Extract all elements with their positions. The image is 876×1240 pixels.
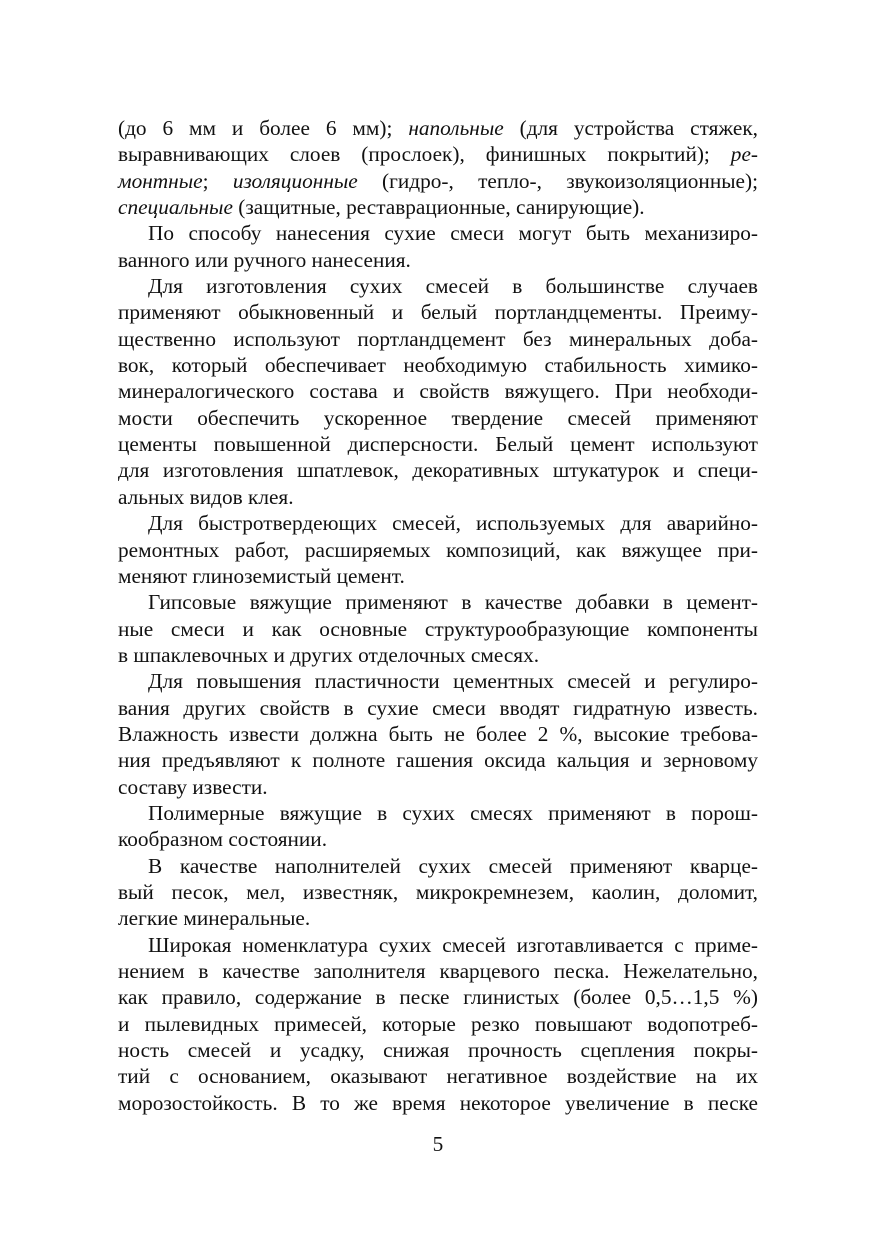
- paragraph: [118, 932, 758, 1116]
- text-run: легкие минеральные.: [118, 906, 311, 931]
- text-line: [118, 273, 758, 299]
- text-line: [118, 642, 758, 668]
- text-line: [118, 1090, 758, 1116]
- paragraph: [118, 668, 758, 800]
- text-line: [118, 853, 758, 879]
- text-line: [118, 168, 758, 194]
- paragraph: [118, 220, 758, 273]
- text-run: применяют обыкновенный и белый портландцементы. Преиму-: [118, 300, 758, 325]
- text-line: [118, 721, 758, 747]
- text-run: ные смеси и как основные структурообразующие компоненты: [118, 616, 758, 641]
- text-line: [118, 405, 758, 431]
- text-run: вок, который обеспечивает необходимую стабильность химико-: [118, 353, 758, 378]
- text-line: [118, 984, 758, 1010]
- text-run: Для изготовления сухих смесей в большинстве случаев: [148, 274, 758, 299]
- italic-term: монтные: [118, 168, 203, 193]
- text-run: кообразном состоянии.: [118, 827, 328, 852]
- text-run: для изготовления шпатлевок, декоративных штукатурок и специ-: [118, 458, 758, 483]
- page-number: 5: [432, 1132, 444, 1156]
- text-run: Гипсовые вяжущие применяют в качестве добавки в цемент-: [148, 590, 758, 615]
- text-line: [118, 141, 758, 167]
- text-run: в шпаклевочных и других отделочных смесях.: [118, 642, 540, 667]
- text-run: минералогического состава и свойств вяжущего. При необходи-: [118, 379, 758, 404]
- text-line: [118, 695, 758, 721]
- text-line: [118, 879, 758, 905]
- italic-term: изоляционные: [232, 168, 358, 193]
- text-run: ремонтных работ, расширяемых композиций, как вяжущее при-: [118, 537, 758, 562]
- paragraph: [118, 853, 758, 932]
- text-run: тий с основанием, оказывают негативное воздействие на их: [118, 1064, 758, 1089]
- text-run: составу извести.: [118, 774, 268, 799]
- text-run: ;: [202, 168, 233, 193]
- text-run: Влажность извести должна быть не более 2 %, высокие требова-: [118, 721, 758, 746]
- text-run: По способу нанесения сухие смеси могут быть механизиро-: [148, 221, 758, 246]
- text-line: [118, 1063, 758, 1089]
- text-line: [118, 326, 758, 352]
- text-run: В качестве наполнителей сухих смесей применяют кварце-: [148, 853, 758, 878]
- text-run: (до 6 мм и более 6 мм);: [118, 116, 409, 140]
- text-run: альных видов клея.: [118, 484, 294, 509]
- text-line: [118, 589, 758, 615]
- italic-term: ре-: [730, 142, 758, 167]
- text-line: [118, 616, 758, 642]
- text-line: [118, 484, 758, 510]
- text-run: выравнивающих слоев (прослоек), финишных покрытий);: [118, 142, 731, 167]
- text-run: цементы повышенной дисперсности. Белый цемент используют: [118, 432, 758, 457]
- text-run: меняют глиноземистый цемент.: [118, 563, 405, 588]
- text-line: [118, 958, 758, 984]
- paragraph: [118, 115, 758, 220]
- text-line: [118, 563, 758, 589]
- text-line: [118, 800, 758, 826]
- text-run: вания других свойств в сухие смеси вводят гидратную известь.: [118, 695, 758, 720]
- text-run: Полимерные вяжущие в сухих смесях применяют в порош-: [148, 800, 758, 825]
- text-run: (для устройства стяжек,: [503, 116, 758, 140]
- italic-term: специальные: [118, 195, 233, 220]
- text-run: ность смесей и усадку, снижая прочность сцепления покры-: [118, 1038, 758, 1063]
- italic-term: напольные: [408, 116, 504, 140]
- text-line: [118, 220, 758, 246]
- text-run: (гидро-, тепло-, звукоизоляционные);: [357, 168, 758, 193]
- text-run: (защитные, реставрационные, санирующие).: [232, 195, 645, 220]
- text-line: [118, 247, 758, 273]
- text-run: щественно используют портландцемент без минеральных доба-: [118, 326, 758, 351]
- text-line: [118, 747, 758, 773]
- text-line: [118, 668, 758, 694]
- text-run: и пылевидных примесей, которые резко повышают водопотреб-: [118, 1011, 758, 1036]
- paragraph: [118, 273, 758, 510]
- text-line: [118, 1037, 758, 1063]
- text-line: [118, 826, 758, 852]
- text-run: морозостойкость. В то же время некоторое увеличение в песке: [118, 1090, 758, 1115]
- text-line: [118, 431, 758, 457]
- paragraph: [118, 510, 758, 589]
- text-line: [118, 457, 758, 483]
- paragraph: [118, 589, 758, 668]
- text-line: [118, 932, 758, 958]
- text-line: [118, 510, 758, 536]
- text-run: мости обеспечить ускоренное твердение смесей применяют: [118, 405, 758, 430]
- text-run: Широкая номенклатура сухих смесей изготавливается с приме-: [148, 932, 758, 957]
- text-line: [118, 1011, 758, 1037]
- text-line: [118, 194, 758, 220]
- text-line: [118, 774, 758, 800]
- text-line: [118, 115, 758, 141]
- text-run: Для повышения пластичности цементных смесей и регулиро-: [148, 669, 758, 694]
- text-run: ванного или ручного нанесения.: [118, 247, 411, 272]
- text-run: нением в качестве заполнителя кварцевого песка. Нежелательно,: [118, 959, 758, 983]
- text-line: [118, 352, 758, 378]
- text-run: как правило, содержание в песке глинистых (более 0,5…1,5 %): [118, 985, 758, 1010]
- text-line: [118, 378, 758, 404]
- paragraph: [118, 800, 758, 853]
- text-line: [118, 537, 758, 563]
- page-body: [118, 115, 758, 1116]
- text-run: Для быстротвердеющих смесей, используемых для аварийно-: [148, 511, 758, 536]
- text-line: [118, 905, 758, 931]
- text-run: ния предъявляют к полноте гашения оксида кальция и зерновому: [118, 748, 758, 773]
- text-line: [118, 299, 758, 325]
- text-run: вый песок, мел, известняк, микрокремнезем, каолин, доломит,: [118, 879, 758, 904]
